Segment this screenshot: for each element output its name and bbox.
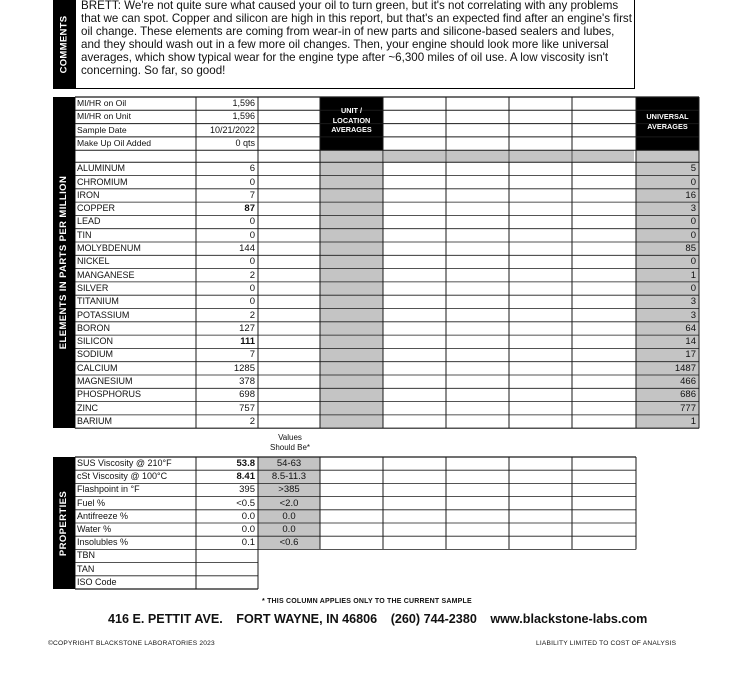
property-should-be: <2.0: [279, 497, 299, 509]
element-universal-average: 0: [690, 256, 696, 268]
element-value: 2: [249, 269, 255, 281]
comment-line: and they should wash out in a few more oil changes. Then, your engine should look more like universal: [81, 37, 609, 51]
header-row-value: 1,596: [232, 98, 255, 108]
comment-line: concerning. So far, so good!: [81, 63, 226, 77]
unit-location-column: [320, 150, 383, 428]
element-universal-average: 686: [680, 389, 696, 401]
header-row-label: MI/HR on Unit: [77, 111, 131, 122]
element-value: 2: [249, 309, 255, 321]
values-should-be-header: [252, 433, 328, 452]
unit-location-header-line: AVERAGES: [331, 125, 372, 134]
element-name: MAGNESIUM: [77, 376, 133, 386]
element-name: CHROMIUM: [77, 176, 128, 187]
liability-text: LIABILITY LIMITED TO COST OF ANALYSIS: [536, 640, 677, 647]
element-name: SILVER: [77, 282, 109, 293]
element-value: 2: [249, 415, 255, 427]
element-value: 378: [239, 376, 255, 387]
element-name: BARIUM: [77, 415, 113, 426]
header-row-value: 0 qts: [235, 137, 255, 148]
element-universal-average: 16: [685, 189, 696, 201]
element-universal-average: 3: [690, 203, 696, 215]
property-should-be: >385: [278, 484, 300, 496]
element-name: COPPER: [77, 203, 116, 214]
property-should-be: 8.5-11.3: [271, 471, 307, 483]
property-should-be: 54-63: [276, 458, 302, 469]
address-website: www.blackstone-labs.com: [490, 612, 648, 626]
element-universal-average: 1487: [674, 362, 696, 374]
comment-line: oil change. These elements are coming from wear-in of new parts and silicone-based sealers and lubes,: [81, 24, 615, 38]
element-value: 0: [249, 216, 255, 228]
address-phone: (260) 744-2380: [390, 612, 477, 626]
element-value: 127: [239, 322, 255, 334]
element-universal-average: 64: [685, 322, 696, 334]
property-should-be: 0.0: [282, 510, 296, 522]
element-value: 0: [249, 296, 255, 308]
property-name: Antifreeze %: [77, 510, 129, 521]
property-name: cSt Viscosity @ 100°C: [77, 471, 168, 482]
property-should-be: 0.0: [282, 524, 296, 535]
element-name: NICKEL: [77, 256, 110, 267]
element-name: CALCIUM: [77, 362, 118, 373]
property-name: TBN: [77, 550, 95, 561]
universal-header-line: UNIVERSAL: [646, 112, 689, 121]
unit-location-header-line: LOCATION: [332, 115, 371, 125]
property-value: 8.41: [236, 471, 255, 483]
element-universal-average: 5: [690, 163, 696, 175]
element-universal-average: 777: [680, 402, 696, 414]
lab-address-line: [108, 612, 657, 626]
comments-section-label: COMMENTS: [53, 0, 75, 89]
element-value: 7: [249, 189, 255, 201]
property-name: SUS Viscosity @ 210°F: [77, 458, 172, 468]
element-universal-average: 0: [690, 176, 696, 188]
properties-side-label: PROPERTIES: [53, 457, 75, 589]
property-value: 0.0: [241, 524, 255, 535]
unit-location-header-line: UNIT /: [340, 106, 363, 115]
universal-header-line: AVERAGES: [647, 121, 688, 131]
element-value: 87: [244, 203, 255, 215]
element-name: ALUMINUM: [77, 163, 126, 174]
address-street: 416 E. PETTIT AVE.: [108, 612, 223, 626]
element-name: TIN: [77, 229, 92, 240]
element-universal-average: 3: [690, 309, 696, 321]
empty-column-band: [384, 150, 445, 162]
element-value: 757: [239, 402, 255, 414]
element-universal-average: 3: [690, 296, 696, 308]
element-universal-average: 17: [685, 349, 696, 361]
element-universal-average: 0: [690, 216, 696, 228]
universal-header: [636, 112, 699, 131]
element-universal-average: 0: [690, 282, 696, 294]
element-universal-average: 0: [690, 229, 696, 241]
element-value: 0: [249, 176, 255, 188]
element-value: 7: [249, 349, 255, 361]
empty-column-band: [447, 150, 508, 162]
property-name: Fuel %: [77, 497, 106, 508]
element-value: 6: [249, 163, 255, 175]
property-value: <0.5: [236, 497, 255, 509]
element-name: IRON: [77, 189, 100, 200]
header-row-label: Make Up Oil Added: [77, 137, 152, 148]
comment-line: BRETT: We're not quite sure what caused your oil to turn green, but it's not correlating with any problems: [81, 0, 619, 12]
element-value: 698: [239, 389, 255, 401]
element-universal-average: 85: [685, 243, 696, 254]
property-name: ISO Code: [77, 576, 117, 587]
element-value: 0: [249, 229, 255, 241]
property-name: Insolubles %: [77, 537, 129, 548]
element-name: MOLYBDENUM: [77, 243, 141, 253]
header-row-value: 1,596: [232, 111, 255, 122]
element-name: LEAD: [77, 216, 101, 227]
column-footnote: * THIS COLUMN APPLIES ONLY TO THE CURRENT SAMPLE: [262, 598, 472, 605]
element-name: SILICON: [77, 336, 114, 347]
property-name: TAN: [77, 563, 95, 574]
element-name: ZINC: [77, 402, 98, 413]
copyright-text: ©COPYRIGHT BLACKSTONE LABORATORIES 2023: [48, 640, 215, 647]
address-city: FORT WAYNE, IN 46806: [236, 612, 378, 626]
element-value: 144: [239, 243, 255, 254]
element-value: 0: [249, 282, 255, 294]
element-name: BORON: [77, 322, 111, 333]
header-row-value: 10/21/2022: [209, 124, 255, 135]
element-universal-average: 14: [685, 336, 696, 348]
element-value: 0: [249, 256, 255, 268]
element-universal-average: 1: [690, 269, 696, 281]
element-value: 111: [240, 336, 255, 348]
elements-side-label: ELEMENTS IN PARTS PER MILLION: [53, 97, 75, 428]
property-value: 0.0: [241, 510, 255, 522]
property-value: 53.8: [236, 458, 255, 469]
property-should-be: <0.6: [279, 537, 299, 549]
comment-line: averages, which show typical wear for the engine type after ~6,300 miles of oil use. A low viscosity isn't: [81, 50, 609, 64]
element-name: POTASSIUM: [77, 309, 130, 320]
values-should-be-header-line: Should Be*: [269, 442, 311, 452]
values-should-be-header-line: Values: [278, 433, 302, 442]
element-name: TITANIUM: [77, 296, 119, 307]
comment-line: that we can spot. Copper and silicon are high in this report, but that's an expected find after an engine's first: [81, 11, 632, 25]
empty-column-band: [510, 150, 571, 162]
property-name: Flashpoint in °F: [77, 484, 140, 495]
property-value: 0.1: [241, 537, 255, 549]
element-universal-average: 1: [690, 415, 696, 427]
element-name: MANGANESE: [77, 269, 135, 280]
empty-column-band: [573, 150, 634, 162]
property-name: Water %: [77, 524, 112, 534]
element-name: PHOSPHORUS: [77, 389, 142, 400]
header-row-label: MI/HR on Oil: [77, 98, 127, 108]
element-name: SODIUM: [77, 349, 113, 360]
unit-location-header: [320, 106, 383, 135]
element-universal-average: 466: [680, 376, 696, 387]
header-row-label: Sample Date: [77, 124, 127, 135]
element-value: 1285: [233, 362, 255, 374]
property-value: 395: [239, 484, 255, 496]
